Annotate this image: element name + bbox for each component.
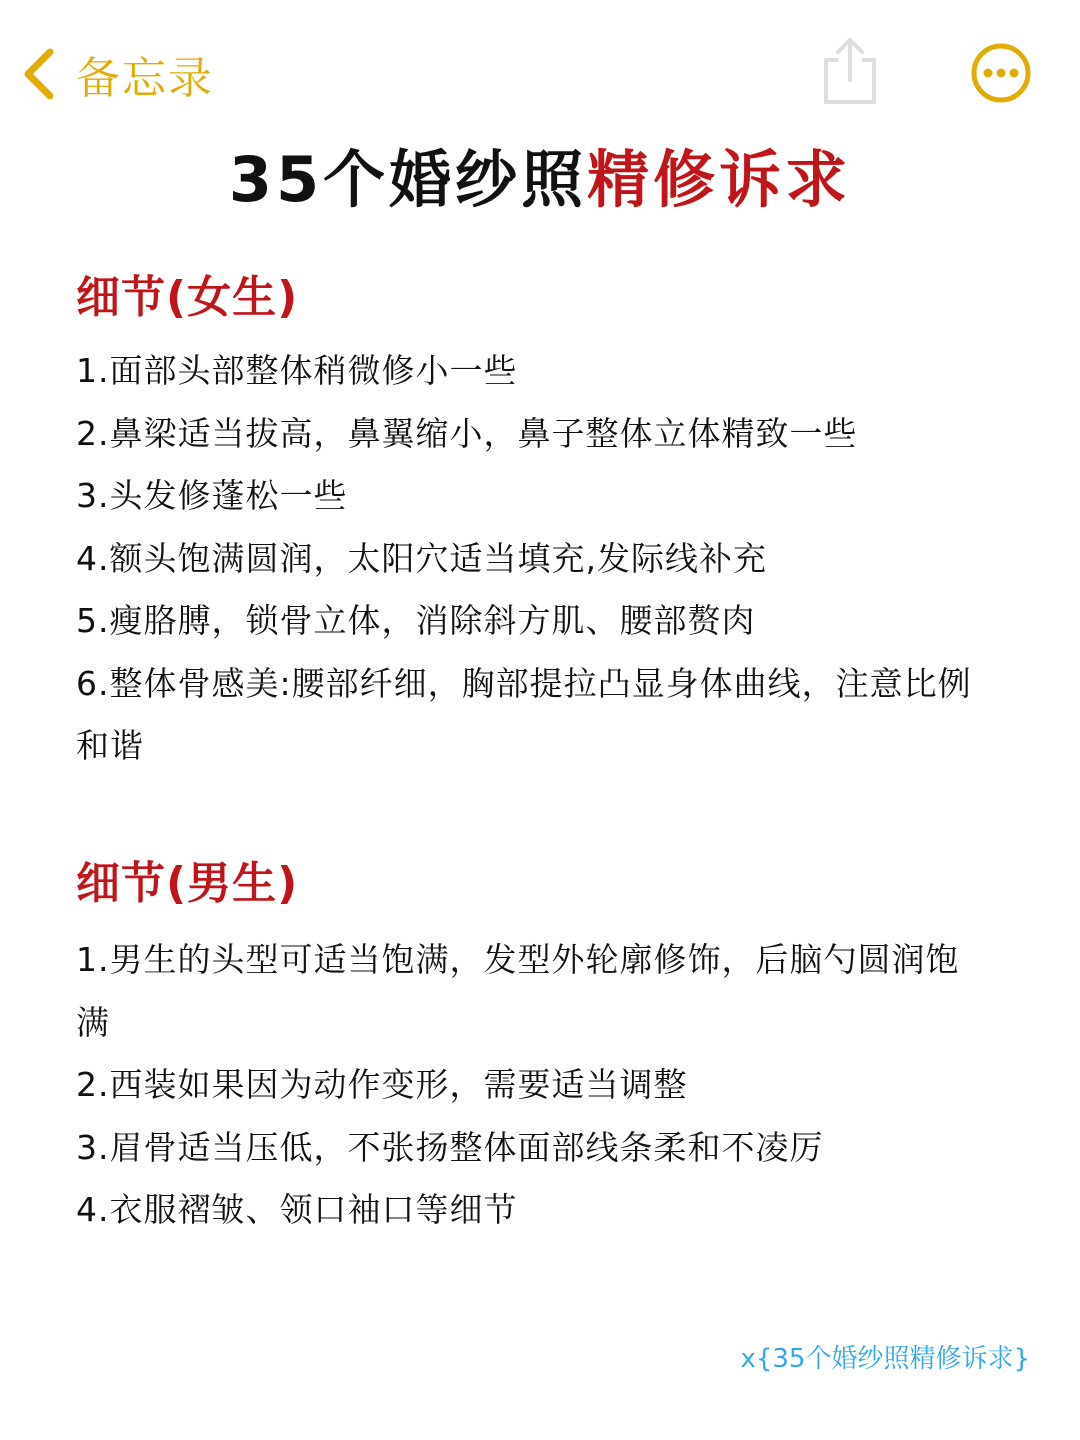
list-item: 2.西装如果因为动作变形，需要适当调整 xyxy=(76,1065,688,1104)
share-icon xyxy=(818,93,882,112)
back-button[interactable] xyxy=(20,42,214,106)
list-item: 3.头发修蓬松一些 xyxy=(76,476,348,515)
list-item: 4.衣服褶皱、领口袖口等细节 xyxy=(76,1190,518,1229)
watermark-text: x{35个婚纱照精修诉求} xyxy=(740,1344,1030,1374)
more-button[interactable] xyxy=(970,42,1032,104)
list-item: 5.瘦胳膊，锁骨立体，消除斜方肌、腰部赘肉 xyxy=(76,601,756,640)
list-item: 1.男生的头型可适当饱满，发型外轮廓修饰，后脑勺圆润饱满 xyxy=(76,940,960,1042)
ellipsis-circle-icon xyxy=(970,89,1032,108)
title-plain: 35个婚纱照 xyxy=(228,143,588,216)
title-accent: 精修诉求 xyxy=(587,143,852,216)
list-item: 4.额头饱满圆润，太阳穴适当填充,发际线补充 xyxy=(76,538,767,578)
section-heading-female: 细节(女生) xyxy=(76,272,299,323)
back-label: 备忘录 xyxy=(76,53,214,104)
list-item: 1.面部头部整体稍微修小一些 xyxy=(76,351,518,390)
section-heading-male: 细节(男生) xyxy=(76,858,299,909)
share-button[interactable] xyxy=(818,34,882,108)
list-item: 3.眉骨适当压低，不张扬整体面部线条柔和不凌厉 xyxy=(76,1127,824,1167)
nav-bar xyxy=(0,0,1080,140)
chevron-left-icon xyxy=(20,46,56,102)
note-title xyxy=(0,140,1080,220)
male-detail-list xyxy=(76,929,976,1242)
list-item: 6.整体骨感美:腰部纤细，胸部提拉凸显身体曲线，注意比例和谐 xyxy=(76,663,972,765)
female-detail-list xyxy=(76,340,976,778)
list-item: 2.鼻梁适当拔高，鼻翼缩小，鼻子整体立体精致一些 xyxy=(76,413,858,453)
